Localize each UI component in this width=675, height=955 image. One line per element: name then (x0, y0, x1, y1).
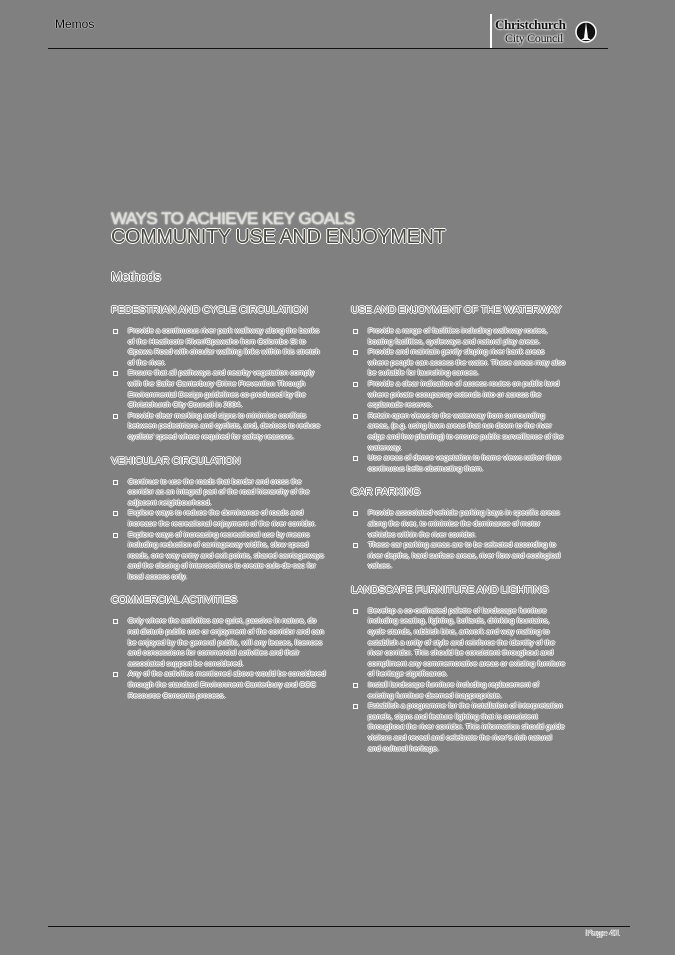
list-item (351, 606, 566, 680)
list-item-text: Install landscape furniture including replacement of existing furniture deemed inappropriate. (368, 680, 539, 700)
right-column (351, 304, 566, 766)
cathedral-spire-icon (575, 18, 597, 44)
list-item-text: Establish a programme for the installation of interpretation panels, signs and feature lighting that is consistent throughout the river corridor. This information should guide visitors and reveal and celebrate the river's rich natural and cultural heritage. (368, 701, 565, 753)
bullet-icon (113, 414, 118, 419)
bullet-icon (113, 329, 118, 334)
bullet-icon (353, 543, 358, 548)
list-item-text: Provide a continuous river park walkway along the banks of the Heathcote River/Opawaho from Colombo St to Opawa Road with circular walking links within this stretch of the river. (128, 326, 320, 367)
bullet-icon (113, 672, 118, 677)
logo-line-1: Christchurch (495, 17, 566, 32)
list-item (351, 347, 566, 379)
bullet-icon (353, 704, 358, 709)
page-kicker: WAYS TO ACHIEVE KEY GOALS (111, 209, 355, 228)
bullet-list (111, 616, 326, 701)
list-item (351, 508, 566, 540)
bullet-icon (353, 683, 358, 688)
list-item-text: These car parking areas are to be selected according to river depths, hard surface areas, river flow and ecological values. (368, 540, 561, 571)
list-item (351, 680, 566, 701)
bullet-icon (113, 511, 118, 516)
list-item (111, 530, 326, 583)
list-item (111, 616, 326, 669)
bullet-list (111, 477, 326, 583)
list-item-text: Ensure that all pathways and nearby vegetation comply with the Safer Canterbury Crime Prevention Through Environmental Design guidelines co-produced by the Christchurch City Council in 2004. (128, 368, 315, 410)
logo-line-2: City Council (505, 31, 564, 45)
list-item (351, 326, 566, 347)
bullet-icon (353, 511, 358, 516)
bullet-icon (113, 480, 118, 485)
bullet-list (111, 326, 326, 443)
list-item-text: Only where the activities are quiet, passive in nature, do not disturb public use or enjoyment of the corridor and can be enjoyed by the general public, will any leases, licences and concessions for commercial activities and their associated support be considered. (128, 616, 324, 668)
list-item-text: Any of the activities mentioned above would be considered through the standard Environment Canterbury and CCC Resource Consents process. (128, 669, 326, 700)
list-item-text: Provide and maintain gently sloping river bank areas where people can access the water. These areas may also be suitable for launching canoes. (368, 347, 566, 378)
page-number: Page 41 (586, 928, 620, 938)
list-item (351, 453, 566, 474)
list-item (111, 368, 326, 410)
page-title: COMMUNITY USE AND ENJOYMENT (111, 226, 446, 248)
section-heading: VEHICULAR CIRCULATION (111, 454, 241, 467)
bullet-icon (353, 414, 358, 419)
header-section-title: Memos (55, 17, 95, 31)
bullet-icon (113, 619, 118, 624)
list-item-text: Use areas of dense vegetation to frame views rather than continuous belts obstructing them. (368, 453, 561, 473)
section-heading: LANDSCAPE FURNITURE AND LIGHTING (351, 583, 549, 596)
list-item (351, 379, 566, 411)
list-item (111, 477, 326, 509)
section-subtitle: Methods (111, 269, 161, 284)
bullet-list (351, 508, 566, 572)
list-item-text: Explore ways of increasing recreational use by means including reduction of carriageway widths, slow speed roads, one way entry and exit points, shared carriageways and the closing of intersections to create culs-de-sac for local access only. (128, 529, 324, 581)
list-item (111, 669, 326, 701)
list-item-text: Develop a co-ordinated palette of landscape furniture including seating, lighting, bollards, drinking fountains, cycle stands, rubbish bins, artwork and way making to establish a unity of style and reinforce the identity of the river corridor. This should be consistent throughout and compliment any commemorative areas or existing furniture of heritage significance. (368, 605, 566, 679)
list-item-text: Provide associated vehicle parking bays in specific areas along the river, to minimise the dominance of motor vehicles within the river corridor. (368, 508, 560, 539)
bullet-icon (353, 609, 358, 614)
list-item (351, 411, 566, 453)
footer-divider (48, 926, 630, 927)
bullet-list (351, 326, 566, 474)
bullet-icon (113, 371, 118, 376)
bullet-icon (353, 382, 358, 387)
list-item-text: Explore ways to reduce the dominance of roads and increase the recreational enjoyment of the river corridor. (128, 508, 316, 528)
header-divider (48, 48, 608, 49)
bullet-icon (113, 533, 118, 538)
section-heading: PEDESTRIAN AND CYCLE CIRCULATION (111, 304, 308, 316)
logo-divider (490, 14, 492, 48)
section-heading: USE AND ENJOYMENT OF THE WATERWAY (351, 304, 562, 316)
list-item-text: Provide clear marking and signs to minimise conflicts between pedestrians and cyclists, and, devices to reduce cyclists' speed where required for safety reasons. (128, 410, 321, 441)
list-item (351, 701, 566, 754)
list-item (111, 411, 326, 443)
list-item-text: Continue to use the roads that border and cross the corridor as an integral part of the road hierarchy of the adjacent neighbourhood. (128, 476, 310, 507)
section-heading: COMMERCIAL ACTIVITIES (111, 594, 238, 607)
list-item (111, 508, 326, 529)
list-item-text: Retain open views to the waterway from surrounding areas, (e.g. using lawn areas that run down to the river edge and low planting) to ensure public surveillance of the waterway. (368, 410, 564, 452)
list-item (111, 326, 326, 368)
bullet-icon (353, 350, 358, 355)
left-column (111, 304, 326, 713)
bullet-icon (353, 456, 358, 461)
list-item (351, 540, 566, 572)
council-logo (490, 14, 610, 48)
section-heading: CAR PARKING (351, 486, 421, 499)
bullet-icon (353, 329, 358, 334)
list-item-text: Provide a clear indication of access routes on public land where private occupancy extends into or across the esplanade reserve. (368, 378, 560, 410)
list-item-text: Provide a range of facilities including walkway routes, boating facilities, cycleways and natural play areas. (368, 326, 548, 346)
bullet-list (351, 606, 566, 754)
